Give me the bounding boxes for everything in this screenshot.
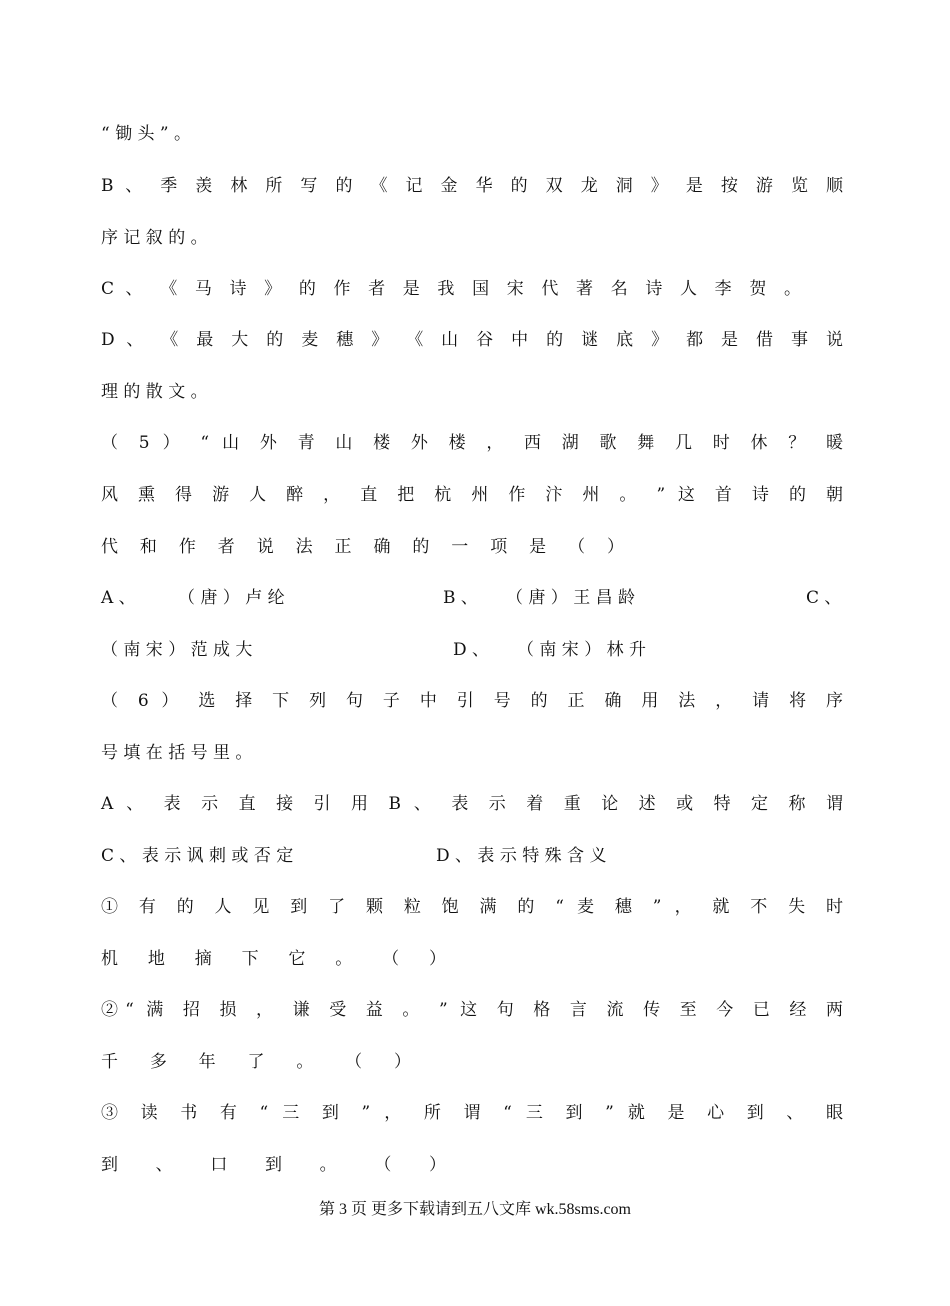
sentence-line — [101, 945, 843, 973]
text-line-content: 理 的 散 文 。 — [101, 382, 208, 402]
text-line — [101, 378, 843, 406]
option-c-label: C 、 — [806, 588, 842, 608]
sentence-line: ① 有 的 人 见 到 了 颗 粒 饱 满 的 “ 麦 穗 ” ， 就 不 失 时 — [101, 897, 843, 917]
option-d-label: D 、 — [453, 640, 490, 660]
text-line — [101, 120, 843, 148]
page-footer: 第 3 页 更多下载请到五八文库 wk.58sms.com — [318, 1201, 631, 1218]
option-a-label: A 、 — [101, 588, 136, 608]
sentence-line — [101, 1048, 843, 1076]
question-5-line: （ 5 ） “ 山 外 青 山 楼 外 楼 ， 西 湖 歌 舞 几 时 休 ？ 暖 — [101, 433, 843, 453]
options-row — [101, 584, 843, 612]
question-5-line: 风 熏 得 游 人 醉 ， 直 把 杭 州 作 汴 州 。 ” 这 首 诗 的 朝 — [101, 485, 843, 505]
sentence-line: ②“ 满 招 损 ， 谦 受 益 。 ” 这 句 格 言 流 传 至 今 已 经 两 — [101, 1000, 843, 1020]
text-line — [101, 275, 843, 303]
text-line: B 、 季 羡 林 所 写 的 《 记 金 华 的 双 龙 洞 》 是 按 游 览 顺 — [101, 176, 843, 196]
text-line-content: 千 多 年 了 。 （ ） — [101, 1052, 411, 1072]
text-line-content: C 、 《 马 诗 》 的 作 者 是 我 国 宋 代 著 名 诗 人 李 贺 。 — [101, 279, 801, 299]
option-b-label: B 、 — [443, 588, 478, 608]
options-row — [101, 636, 843, 664]
text-line: D 、 《 最 大 的 麦 穗 》 《 山 谷 中 的 谜 底 》 都 是 借 事 说 — [101, 330, 843, 350]
usage-option-c: C 、 表 示 讽 刺 或 否 定 — [101, 846, 294, 866]
text-line-content: 号 填 在 括 号 里 。 — [101, 743, 253, 763]
option-a-text: （ 唐 ） 卢 纶 — [178, 588, 285, 608]
usage-option-d: D 、 表 示 特 殊 含 义 — [436, 846, 607, 866]
question-6-line: （ 6 ） 选 择 下 列 句 子 中 引 号 的 正 确 用 法 ， 请 将 序 — [101, 691, 843, 711]
text-line-content: 机 地 摘 下 它 。 （ ） — [101, 949, 446, 969]
question-5-line — [101, 533, 843, 561]
sentence-line: ③ 读 书 有 “ 三 到 ” ， 所 谓 “ 三 到 ” 就 是 心 到 、 眼 — [101, 1103, 843, 1123]
usage-options-row — [101, 842, 843, 870]
usage-options-row: A 、 表 示 直 接 引 用 B 、 表 示 着 重 论 述 或 特 定 称 谓 — [101, 794, 843, 814]
option-d-text: （ 南 宋 ） 林 升 — [517, 640, 647, 660]
sentence-line — [101, 1151, 843, 1179]
option-c-text: （ 南 宋 ） 范 成 大 — [101, 640, 253, 660]
option-b-text: （ 唐 ） 王 昌 龄 — [506, 588, 636, 608]
question-6-line — [101, 739, 843, 767]
text-line — [101, 224, 843, 252]
text-line-content: 序 记 叙 的 。 — [101, 228, 208, 248]
text-line-content: 到 、 口 到 。 （ ） — [101, 1155, 446, 1175]
text-line-content: 代 和 作 者 说 法 正 确 的 一 项 是 （ ） — [101, 537, 624, 557]
text-line-content: “ 锄 头 ” 。 — [101, 124, 191, 144]
